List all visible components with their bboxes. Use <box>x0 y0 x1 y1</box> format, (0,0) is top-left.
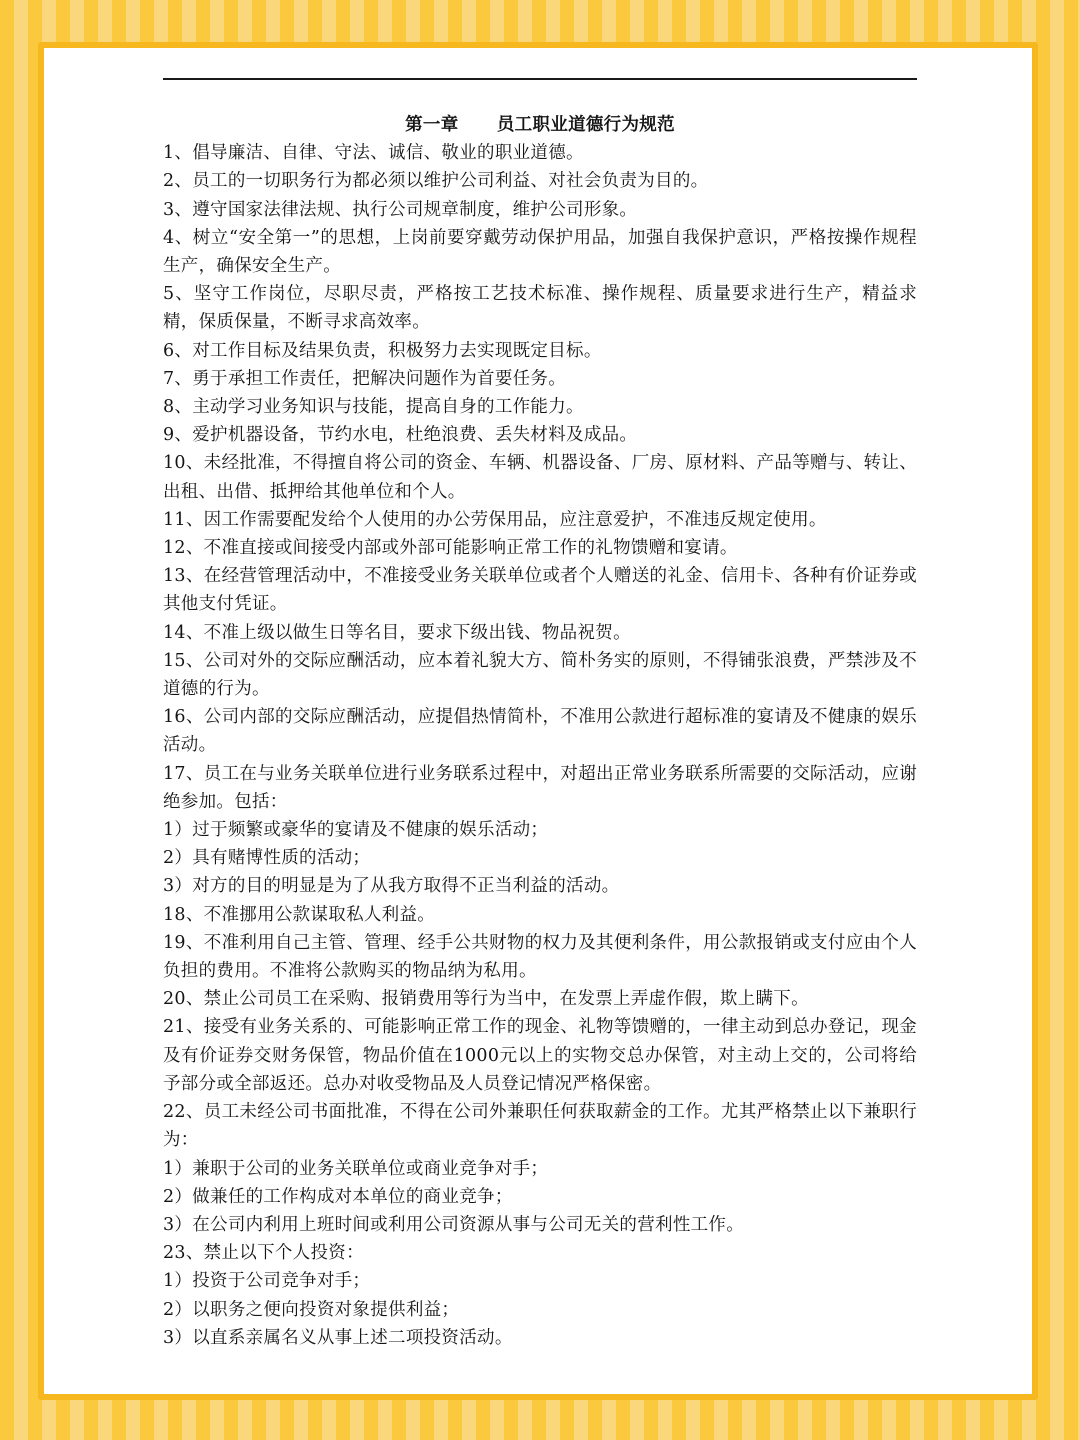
rule-item: 23、禁止以下个人投资： <box>163 1243 364 1264</box>
sub-item: 3）在公司内利用上班时间或利用公司资源从事与公司无关的营利性工作。 <box>163 1214 745 1235</box>
rule-item: 1、倡导廉洁、自律、守法、诚信、敬业的职业道德。 <box>163 143 584 164</box>
sub-item: 3）以直系亲属名义从事上述二项投资活动。 <box>163 1327 513 1348</box>
rule-item: 6、对工作目标及结果负责，积极努力去实现既定目标。 <box>163 340 602 361</box>
rule-item: 4、树立“安全第一”的思想，上岗前要穿戴劳动保护用品，加强自我保护意识，严格按操作规程生产，确保安全生产。 <box>163 227 917 276</box>
rule-item: 16、公司内部的交际应酬活动，应提倡热情简朴，不准用公款进行超标准的宴请及不健康的娱乐活动。 <box>163 707 917 756</box>
rule-item: 10、未经批准，不得擅自将公司的资金、车辆、机器设备、厂房、原材料、产品等赠与、转让、出租、出借、抵押给其他单位和个人。 <box>163 453 917 502</box>
rule-item: 18、不准挪用公款谋取私人利益。 <box>163 904 436 925</box>
rule-item: 7、勇于承担工作责任，把解决问题作为首要任务。 <box>163 368 567 389</box>
rule-item: 15、公司对外的交际应酬活动，应本着礼貌大方、简朴务实的原则，不得铺张浪费，严禁涉及不道德的行为。 <box>163 650 917 700</box>
rule-item: 5、坚守工作岗位，尽职尽责，严格按工艺技术标准、操作规程、质量要求进行生产，精益求精，保质保量，不断寻求高效率。 <box>163 284 917 333</box>
rule-item: 11、因工作需要配发给个人使用的办公劳保用品，应注意爱护，不准违反规定使用。 <box>163 509 827 530</box>
rule-item: 3、遵守国家法律法规、执行公司规章制度，维护公司形象。 <box>163 199 638 220</box>
sub-item: 2）具有赌博性质的活动； <box>163 848 371 869</box>
rule-item: 21、接受有业务关系的、可能影响正常工作的现金、礼物等馈赠的，一律主动到总办登记，现金及有价证券交财务保管，物品价值在1000元以上的实物交总办保管，对主动上交的，公司将给予部分或全部返还。总办对收受物品及人员登记情况严格保密。 <box>163 1017 917 1094</box>
rule-item: 22、员工未经公司书面批准，不得在公司外兼职任何获取薪金的工作。尤其严格禁止以下兼职行为： <box>163 1102 917 1151</box>
rule-item: 20、禁止公司员工在采购、报销费用等行为当中，在发票上弄虚作假，欺上瞒下。 <box>163 989 809 1010</box>
sub-item: 1）兼职于公司的业务关联单位或商业竞争对手； <box>163 1158 549 1179</box>
rule-item: 14、不准上级以做生日等名目，要求下级出钱、物品祝贺。 <box>163 622 631 643</box>
rule-item: 13、在经营管理活动中，不准接受业务关联单位或者个人赠送的礼金、信用卡、各种有价证券或其他支付凭证。 <box>163 566 917 615</box>
chapter-number: 第一章 <box>405 115 459 135</box>
rule-item: 19、不准利用自己主管、管理、经手公共财物的权力及其便利条件，用公款报销或支付应由个人负担的费用。不准将公款购买的物品纳为私用。 <box>163 932 917 982</box>
sub-item: 2）以职务之便向投资对象提供利益； <box>163 1299 460 1320</box>
rule-item: 12、不准直接或间接受内部或外部可能影响正常工作的礼物馈赠和宴请。 <box>163 538 738 559</box>
header-rule <box>163 78 917 80</box>
rule-item: 8、主动学习业务知识与技能，提高自身的工作能力。 <box>163 397 584 418</box>
chapter-title: 员工职业道德行为规范 <box>496 115 675 135</box>
sub-item: 1）过于频繁或豪华的宴请及不健康的娱乐活动； <box>163 820 549 841</box>
rules-list <box>163 139 917 1352</box>
chapter-heading <box>163 111 917 139</box>
sub-item: 2）做兼任的工作构成对本单位的商业竞争； <box>163 1186 513 1207</box>
sub-item: 1）投资于公司竞争对手； <box>163 1271 371 1292</box>
rule-item: 17、员工在与业务关联单位进行业务联系过程中，对超出正常业务联系所需要的交际活动，应谢绝参加。包括： <box>163 763 917 812</box>
rule-item: 2、员工的一切职务行为都必须以维护公司利益、对社会负责为目的。 <box>163 171 709 192</box>
sub-item: 3）对方的目的明显是为了从我方取得不正当利益的活动。 <box>163 876 620 897</box>
document-body <box>163 111 917 1352</box>
rule-item: 9、爱护机器设备，节约水电，杜绝浪费、丢失材料及成品。 <box>163 425 638 446</box>
